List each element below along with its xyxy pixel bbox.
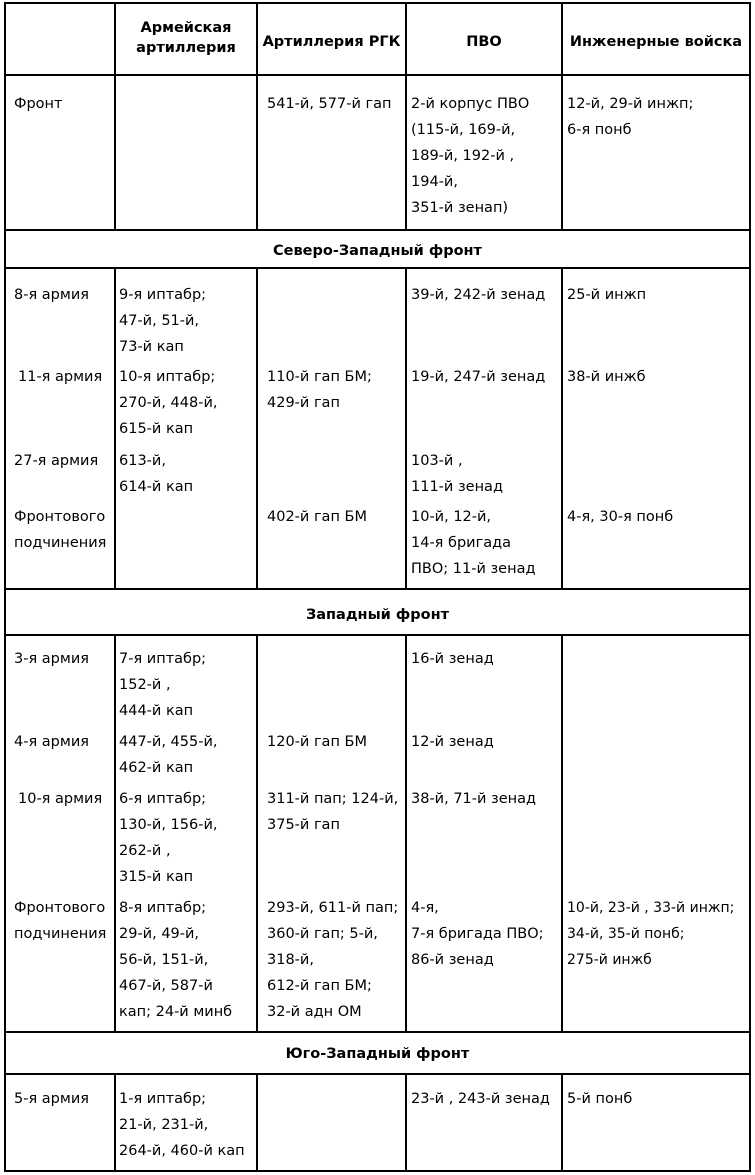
cell-rgk: 120-й гап БМ bbox=[267, 734, 367, 750]
cell-pvo: 38-й, 71-й зенад bbox=[411, 791, 537, 807]
cell-engineers: 12-й, 29-й инжп; 6-я понб bbox=[567, 96, 694, 138]
section-title: Юго-Западный фронт bbox=[285, 1046, 470, 1062]
cell-engineers: 10-й, 23-й , 33-й инжп; 34-й, 35-й понб; 275-й инжб bbox=[567, 900, 735, 968]
cell-engineers: 5-й понб bbox=[567, 1091, 633, 1107]
header-rgk: Артиллерия РГК bbox=[262, 34, 401, 50]
column-rule bbox=[256, 269, 258, 588]
header-pvo: ПВО bbox=[466, 34, 502, 50]
row-label: Фронтового подчинения bbox=[14, 509, 107, 551]
cell-pvo: 39-й, 242-й зенад bbox=[411, 287, 546, 303]
header-army-artillery: Армейская артиллерия bbox=[136, 20, 236, 56]
column-rule bbox=[561, 636, 563, 1031]
section-title: Западный фронт bbox=[305, 607, 450, 623]
row-label: 10-я армия bbox=[18, 791, 103, 807]
row-label: 11-я армия bbox=[18, 369, 103, 385]
row-label: Фронт bbox=[14, 96, 63, 112]
cell-pvo: 19-й, 247-й зенад bbox=[411, 369, 546, 385]
cell-rgk: 110-й гап БМ; 429-й гап bbox=[267, 369, 372, 411]
cell-pvo: 4-я, 7-я бригада ПВО; 86-й зенад bbox=[411, 900, 544, 968]
cell-rgk: 293-й, 611-й пап; 360-й гап; 5-й, 318-й, 612-й гап БМ; 32-й адн ОМ bbox=[267, 900, 399, 1020]
row-label: Фронтового подчинения bbox=[14, 900, 107, 942]
cell-engineers: 4-я, 30-я понб bbox=[567, 509, 674, 525]
header-engineers: Инженерные войска bbox=[569, 34, 743, 50]
row-label: 8-я армия bbox=[14, 287, 89, 303]
row-label: 3-я армия bbox=[14, 651, 89, 667]
section-rule bbox=[6, 1073, 749, 1075]
section-rule bbox=[6, 267, 749, 269]
row-label: 27-я армия bbox=[14, 453, 99, 469]
row-label: 5-я армия bbox=[14, 1091, 89, 1107]
header-rule bbox=[6, 74, 749, 76]
column-rule bbox=[256, 636, 258, 1031]
cell-army-artillery: 613-й, 614-й кап bbox=[119, 453, 194, 495]
column-rule bbox=[561, 1075, 563, 1172]
column-rule bbox=[561, 269, 563, 588]
section-rule bbox=[6, 229, 749, 231]
row-label: 4-я армия bbox=[14, 734, 89, 750]
cell-engineers: 25-й инжп bbox=[567, 287, 647, 303]
cell-army-artillery: 10-я иптабр; 270-й, 448-й, 615-й кап bbox=[119, 369, 218, 437]
cell-army-artillery: 1-я иптабр; 21-й, 231-й, 264-й, 460-й кап bbox=[119, 1091, 245, 1159]
cell-army-artillery: 9-я иптабр; 47-й, 51-й, 73-й кап bbox=[119, 287, 207, 355]
cell-pvo: 10-й, 12-й, 14-я бригада ПВО; 11-й зенад bbox=[411, 509, 536, 577]
cell-army-artillery: 6-я иптабр; 130-й, 156-й, 262-й , 315-й кап bbox=[119, 791, 218, 885]
cell-pvo: 23-й , 243-й зенад bbox=[411, 1091, 550, 1107]
cell-pvo: 103-й , 111-й зенад bbox=[411, 453, 503, 495]
cell-army-artillery: 447-й, 455-й, 462-й кап bbox=[119, 734, 218, 776]
cell-rgk: 311-й пап; 124-й, 375-й гап bbox=[267, 791, 399, 833]
section-rule bbox=[6, 1031, 749, 1033]
cell-army-artillery: 7-я иптабр; 152-й , 444-й кап bbox=[119, 651, 207, 719]
cell-rgk: 402-й гап БМ bbox=[267, 509, 367, 525]
cell-rgk: 541-й, 577-й гап bbox=[267, 96, 392, 112]
column-rule bbox=[256, 1075, 258, 1172]
column-rule bbox=[114, 269, 116, 588]
cell-pvo: 2-й корпус ПВО (115-й, 169-й, 189-й, 192-й , 194-й, 351-й зенап) bbox=[411, 96, 530, 216]
column-rule bbox=[114, 636, 116, 1031]
cell-pvo: 16-й зенад bbox=[411, 651, 494, 667]
column-rule bbox=[405, 269, 407, 588]
column-rule bbox=[405, 1075, 407, 1172]
column-rule bbox=[405, 636, 407, 1031]
section-rule bbox=[6, 588, 749, 590]
cell-engineers: 38-й инжб bbox=[567, 369, 646, 385]
cell-pvo: 12-й зенад bbox=[411, 734, 494, 750]
section-title: Северо-Западный фронт bbox=[273, 243, 482, 259]
section-rule bbox=[6, 634, 749, 636]
column-rule bbox=[114, 1075, 116, 1172]
cell-army-artillery: 8-я иптабр; 29-й, 49-й, 56-й, 151-й, 467-й, 587-й кап; 24-й минб bbox=[119, 900, 233, 1020]
